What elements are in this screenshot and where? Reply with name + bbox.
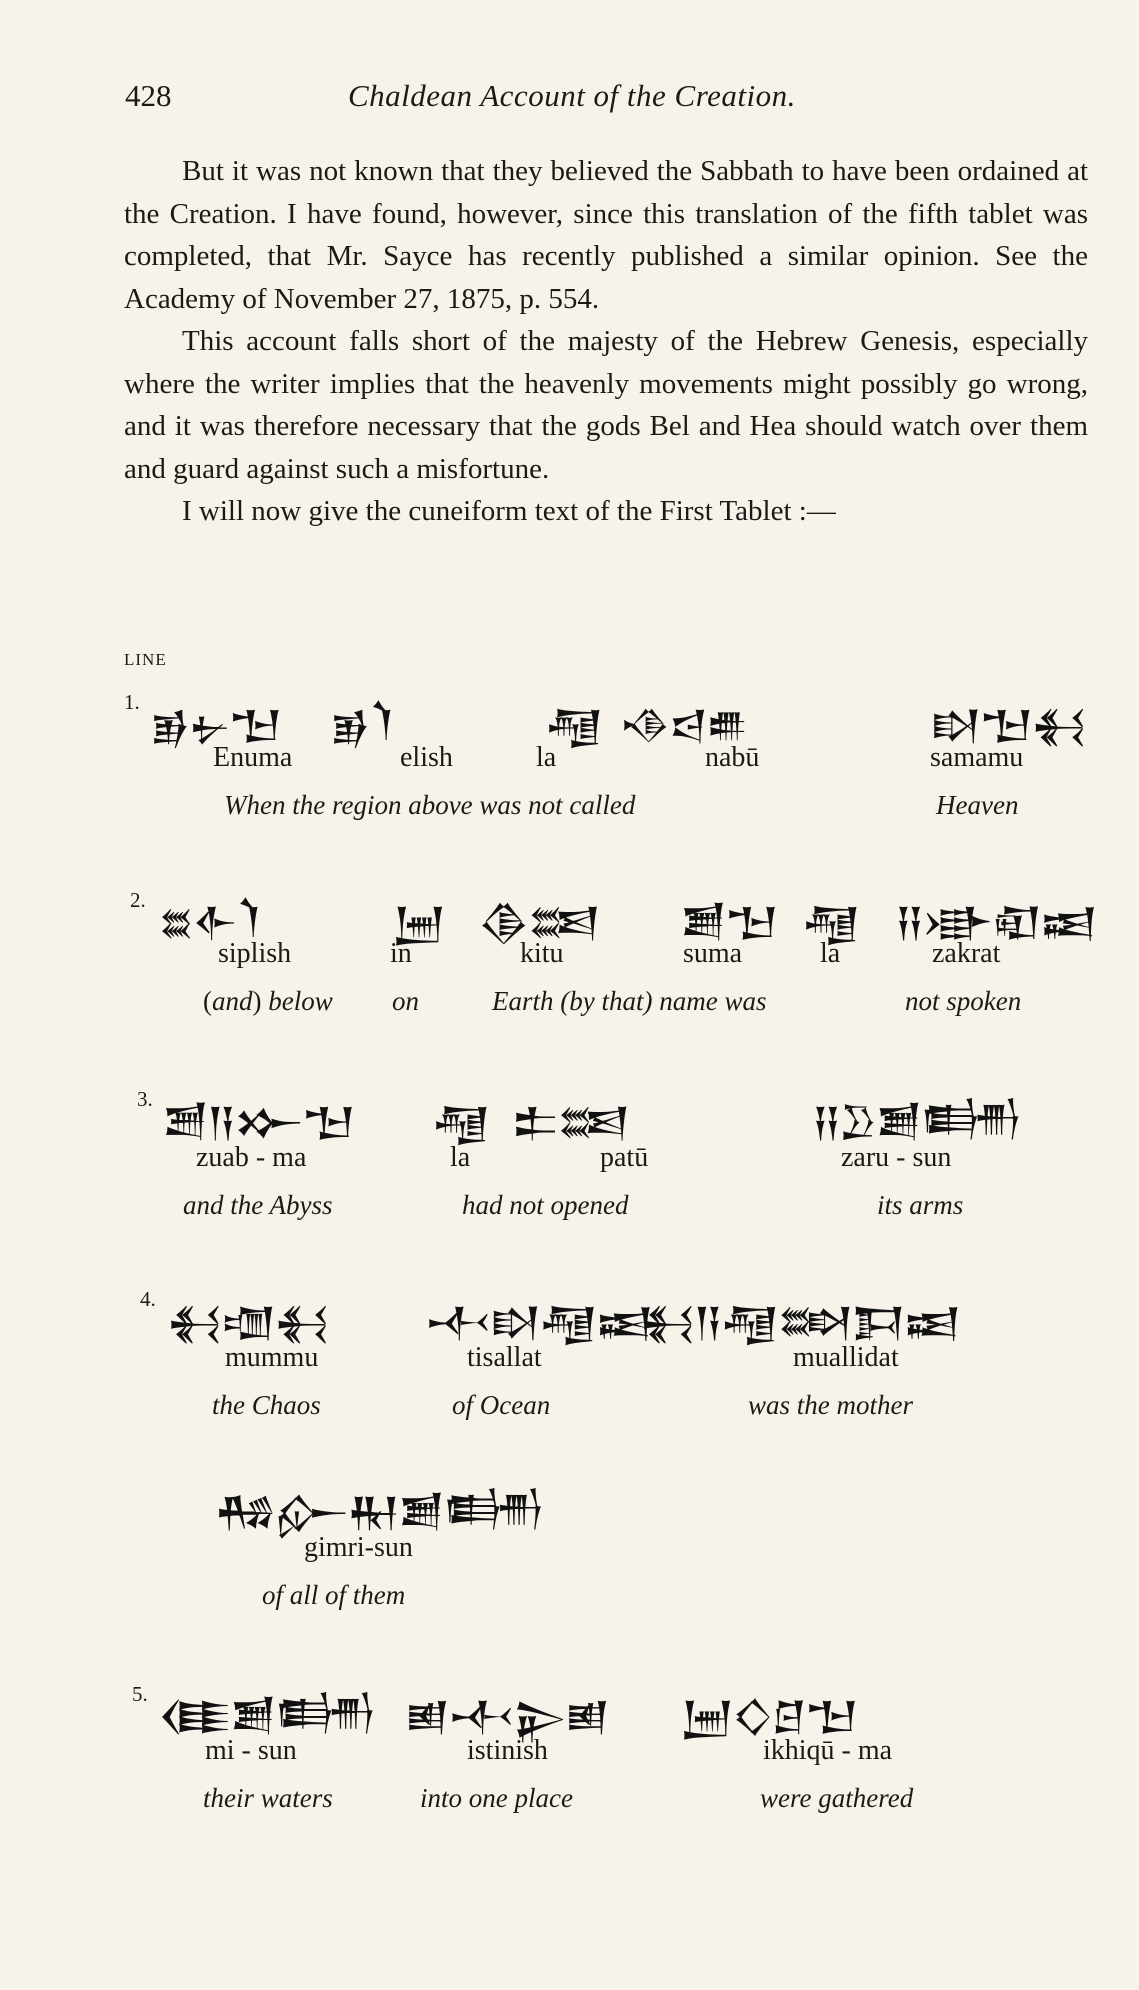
gloss: had not opened bbox=[462, 1190, 629, 1220]
gloss: of all of them bbox=[262, 1580, 406, 1610]
transliteration: siplish bbox=[218, 938, 292, 969]
transliteration: ikhiqū - ma bbox=[763, 1735, 893, 1766]
paragraph: But it was not known that they believed the Sabbath to have been ordained at the Creation. I have found, however, since this translation of the fifth tablet was completed, that Mr. Sayce has recently published a similar opinion. See the Academy of November 27, 1875, p. 554. bbox=[124, 155, 1088, 315]
cuneiform-group: 𒍪𒀀𒁍𒈠 bbox=[162, 1100, 354, 1146]
cuneiform-group: 𒅁𒄭𒆪𒈠 bbox=[680, 1694, 857, 1740]
transliteration: gimri-sun bbox=[304, 1532, 413, 1563]
transliteration: la bbox=[820, 938, 841, 969]
gloss: (and) below bbox=[203, 986, 333, 1016]
cuneiform-group: 𒍝𒀝𒊏𒀜 bbox=[895, 900, 1096, 946]
running-title: Chaldean Account of the Creation. bbox=[348, 78, 796, 113]
cuneiform-group: 𒋾𒊭𒆷𒀜 bbox=[425, 1300, 652, 1346]
transliteration: mi - sun bbox=[205, 1735, 297, 1766]
transliteration: suma bbox=[683, 938, 743, 969]
gloss: and the Abyss bbox=[183, 1190, 333, 1220]
gloss: were gathered bbox=[760, 1783, 914, 1813]
transliteration: la bbox=[536, 742, 557, 773]
cuneiform-group: 𒂊𒇺 bbox=[330, 703, 393, 749]
cuneiform-group: 𒆷 bbox=[545, 703, 602, 749]
line-label: LINE bbox=[124, 650, 167, 669]
gloss: the Chaos bbox=[212, 1390, 321, 1420]
cuneiform-group: 𒈬𒌝𒈬 bbox=[167, 1300, 328, 1346]
cuneiform-group: 𒋢𒈠 bbox=[680, 900, 777, 946]
cuneiform-group: 𒊭𒈠𒈬 bbox=[930, 703, 1086, 749]
gloss: its arms bbox=[877, 1190, 964, 1220]
cuneiform-group: 𒈪𒋢𒌦 bbox=[158, 1694, 375, 1740]
line-number: 1. bbox=[124, 690, 140, 714]
transliteration: mummu bbox=[225, 1342, 319, 1373]
cuneiform-group: 𒂊𒉡𒈠 bbox=[150, 703, 281, 749]
gloss: their waters bbox=[203, 1783, 333, 1813]
transliteration: in bbox=[390, 938, 412, 969]
line-number: 5. bbox=[132, 1682, 148, 1706]
gloss: into one place bbox=[420, 1783, 573, 1813]
transliteration: samamu bbox=[930, 742, 1024, 773]
transliteration: nabū bbox=[705, 742, 760, 773]
line-number: 2. bbox=[130, 888, 146, 912]
line-number: 3. bbox=[137, 1087, 153, 1111]
transliteration: Enuma bbox=[213, 742, 293, 773]
transliteration: zakrat bbox=[932, 938, 1001, 969]
body-text bbox=[124, 150, 1088, 533]
gloss: Heaven bbox=[936, 790, 1019, 820]
transliteration: tisallat bbox=[467, 1342, 542, 1373]
cuneiform-group: 𒆠𒌅 bbox=[478, 900, 599, 946]
transliteration: zaru - sun bbox=[841, 1142, 952, 1173]
transliteration: istinish bbox=[467, 1735, 548, 1766]
cuneiform-group: 𒆷 bbox=[432, 1100, 489, 1146]
transliteration: zuab - ma bbox=[196, 1142, 307, 1173]
page-number: 428 bbox=[125, 78, 172, 113]
transliteration: la bbox=[450, 1142, 471, 1173]
cuneiform-group: 𒈬𒀀𒆷𒇷𒁕𒀜 bbox=[640, 1300, 960, 1346]
cuneiform-group: 𒈾𒁀𒌑 bbox=[620, 703, 747, 749]
gloss: was the mother bbox=[748, 1390, 913, 1420]
paragraph: I will now give the cuneiform text of the First Tablet :— bbox=[182, 495, 836, 527]
cuneiform-group: 𒆷 bbox=[802, 900, 859, 946]
gloss: on bbox=[392, 986, 419, 1016]
cuneiform-group: 𒅖𒋾𒉌𒅖 bbox=[405, 1694, 609, 1740]
transliteration: kitu bbox=[520, 938, 564, 969]
transliteration: patū bbox=[600, 1142, 649, 1173]
line-number: 4. bbox=[140, 1287, 156, 1311]
gloss: When the region above was not called bbox=[224, 790, 636, 820]
transliteration: muallidat bbox=[793, 1342, 899, 1373]
cuneiform-group: 𒊺𒅆𒇺 bbox=[158, 900, 260, 946]
cuneiform-group: 𒉺𒌅 bbox=[512, 1100, 629, 1146]
gloss: not spoken bbox=[905, 986, 1022, 1016]
gloss: of Ocean bbox=[452, 1390, 551, 1420]
gloss: Earth (by that) name was bbox=[492, 986, 767, 1016]
paragraph: This account falls short of the majesty of the Hebrew Genesis, especially where the writer implies that the heavenly movements might possibly go wrong, and it was therefore necessary that the gods Bel and Hea should watch over them and guard against such a misfortune. bbox=[124, 325, 1088, 485]
cuneiform-group: 𒄀𒅎𒊑𒋢𒌦 bbox=[215, 1490, 543, 1536]
transliteration: elish bbox=[400, 742, 453, 773]
cuneiform-group: 𒅁 bbox=[392, 900, 445, 946]
cuneiform-group: 𒍝𒊒𒋢𒌦 bbox=[812, 1100, 1021, 1146]
